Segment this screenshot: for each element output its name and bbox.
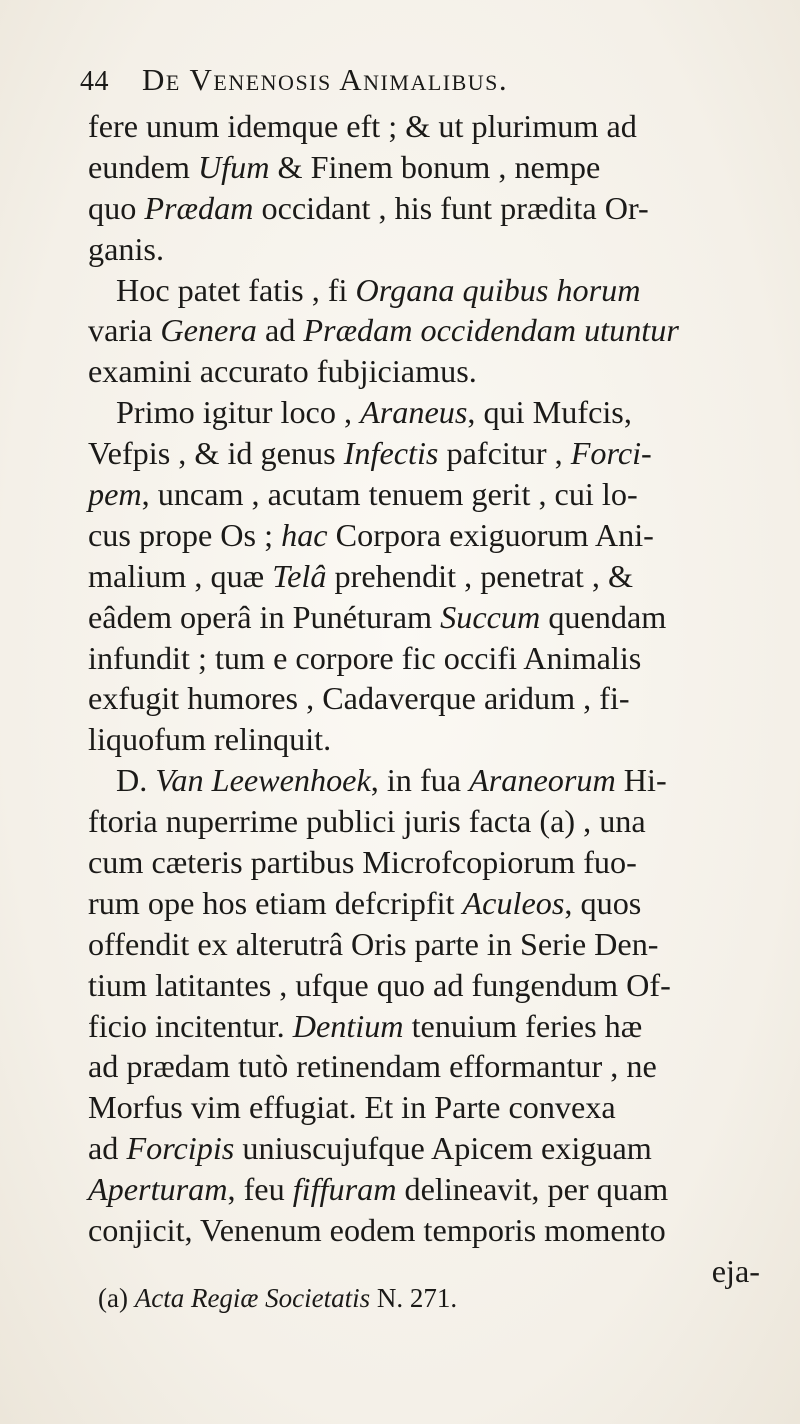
- text-line: [88, 188, 778, 229]
- text-line: [88, 965, 778, 1006]
- text-segment: , uncam , acutam tenuem gerit , cui lo-: [141, 476, 638, 513]
- text-segment: ad: [256, 312, 304, 349]
- text-segment: , in fua: [370, 762, 470, 799]
- italic-text: Organa quibus horum: [355, 271, 641, 308]
- text-segment: infundit ; tum e corpore fic occifi Animalis: [88, 639, 642, 676]
- text-segment: cus prope Os ;: [88, 516, 282, 553]
- text-segment: ad: [88, 1130, 127, 1167]
- italic-text: hac: [281, 516, 328, 553]
- text-segment: offendit ex alterutrâ Oris parte in Serie Den-: [88, 925, 659, 962]
- text-segment: cum cæteris partibus Microfcopiorum fuo-: [88, 844, 637, 881]
- text-line: [88, 924, 778, 965]
- italic-text: Forcipis: [126, 1130, 235, 1167]
- text-segment: eja-: [711, 1252, 760, 1289]
- text-segment: occidant , his funt prædita Or-: [253, 189, 649, 226]
- text-segment: quo: [88, 189, 145, 226]
- italic-text: Aculeos: [462, 884, 565, 921]
- text-segment: exfugit humores , Cadaverque aridum , fi-: [88, 680, 630, 717]
- text-line: [88, 147, 778, 188]
- text-segment: & Finem bonum , nempe: [269, 148, 601, 185]
- text-segment: Morfus vim effugiat. Et in Parte convexa: [88, 1089, 616, 1126]
- text-line: [88, 678, 778, 719]
- text-line: [88, 638, 778, 679]
- text-line: [88, 433, 778, 474]
- text-line: [88, 1006, 778, 1047]
- text-segment: prehendit , penetrat , &: [326, 557, 634, 594]
- text-line: [88, 1128, 778, 1169]
- text-segment: malium , quæ: [88, 557, 273, 594]
- text-segment: , feu: [227, 1171, 293, 1208]
- text-line: [88, 760, 778, 801]
- italic-text: Genera: [160, 312, 257, 349]
- footnote-title: Acta Regiæ Societatis: [134, 1283, 371, 1313]
- text-segment: Primo igitur loco ,: [116, 394, 361, 431]
- text-line: [88, 1210, 778, 1251]
- text-line: [88, 515, 778, 556]
- running-head: De Venenosis Animalibus.: [142, 62, 509, 97]
- text-segment: liquofum relinquit.: [88, 721, 332, 758]
- text-segment: conjicit, Venenum eodem temporis momento: [88, 1212, 666, 1249]
- text-line: [88, 1169, 778, 1210]
- italic-text: Telâ: [272, 557, 327, 594]
- text-segment: rum ope hos etiam defcripfit: [88, 884, 463, 921]
- text-line: [88, 474, 778, 515]
- text-line: [88, 310, 778, 351]
- text-line: [88, 719, 778, 760]
- footnote-ref: N. 271.: [370, 1283, 458, 1313]
- text-segment: Hi-: [615, 762, 667, 799]
- text-segment: quendam: [540, 598, 667, 635]
- text-line: [88, 883, 778, 924]
- italic-text: Van Leewenhoek: [155, 762, 371, 799]
- text-segment: Hoc patet fatis , fi: [116, 271, 356, 308]
- italic-text: Forci-: [570, 435, 652, 472]
- text-segment: D.: [116, 762, 156, 799]
- text-segment: eundem: [88, 148, 198, 185]
- text-segment: tenuium feries hæ: [403, 1007, 643, 1044]
- text-segment: fere unum idemque eft ; & ut plurimum ad: [88, 108, 637, 144]
- italic-text: Infectis: [343, 435, 439, 472]
- body-text: [88, 106, 778, 1292]
- text-segment: pafcitur ,: [438, 435, 571, 472]
- text-segment: Corpora exiguorum Ani-: [327, 516, 654, 553]
- text-line: [88, 1046, 778, 1087]
- italic-text: Araneus: [360, 394, 468, 431]
- text-segment: eâdem operâ in Punéturam: [88, 598, 441, 635]
- italic-text: Succum: [440, 598, 541, 635]
- italic-text: Dentium: [292, 1007, 404, 1044]
- text-segment: ficio incitentur.: [88, 1007, 293, 1044]
- page-number: 44: [80, 66, 109, 97]
- italic-text: Ufum: [197, 148, 270, 185]
- text-line: [88, 801, 778, 842]
- text-segment: , qui Mufcis,: [467, 394, 632, 431]
- text-segment: examini accurato fubjiciamus.: [88, 353, 477, 390]
- italic-text: pem: [88, 476, 142, 513]
- text-line: [88, 597, 778, 638]
- text-segment: ganis.: [88, 230, 164, 267]
- text-line: [88, 556, 778, 597]
- text-segment: varia: [88, 312, 161, 349]
- italic-text: Aperturam: [88, 1171, 228, 1208]
- text-segment: uniuscujufque Apicem exiguam: [234, 1130, 652, 1167]
- italic-text: Prædam: [144, 189, 254, 226]
- text-line: [88, 106, 778, 147]
- text-segment: ftoria nuperrime publici juris facta (a) , una: [88, 803, 646, 840]
- text-segment: Vefpis , & id genus: [88, 435, 344, 472]
- footnote-mark: (a): [98, 1283, 135, 1313]
- italic-text: Araneorum: [469, 762, 616, 799]
- text-segment: tium latitantes , ufque quo ad fungendum Of-: [88, 966, 671, 1003]
- text-line: [88, 229, 778, 270]
- text-line: [88, 392, 778, 433]
- text-segment: ad prædam tutò retinendam efformantur , ne: [88, 1048, 657, 1085]
- text-line: [88, 1087, 778, 1128]
- footnote: [98, 1283, 457, 1314]
- page-header: [80, 62, 780, 106]
- text-line: [88, 270, 778, 311]
- italic-text: fiffuram: [292, 1171, 397, 1208]
- text-line: [88, 351, 778, 392]
- text-segment: delineavit, per quam: [396, 1171, 669, 1208]
- italic-text: Prædam occidendam utuntur: [303, 312, 679, 349]
- text-line: [88, 842, 778, 883]
- text-segment: , quos: [564, 884, 642, 921]
